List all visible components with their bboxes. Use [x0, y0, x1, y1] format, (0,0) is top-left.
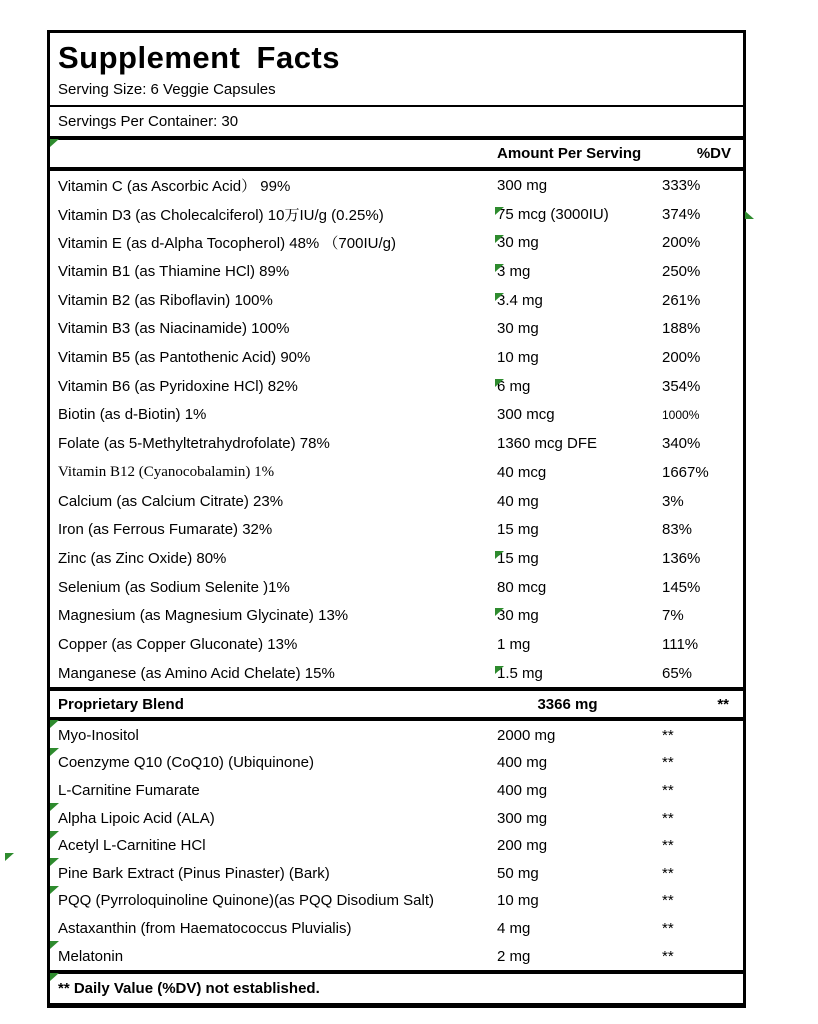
ingredient-amount: 50 mg	[497, 864, 539, 882]
ingredient-name: Vitamin B5 (as Pantothenic Acid) 90%	[58, 349, 311, 367]
nutrient-row	[50, 630, 743, 659]
ingredient-amount: 2 mg	[497, 947, 531, 965]
ingredient-name: Biotin (as d-Biotin) 1%	[58, 406, 207, 424]
ingredient-amount: 3.4 mg	[497, 291, 543, 309]
ingredient-name: Pine Bark Extract (Pinus Pinaster) (Bark)	[58, 864, 330, 882]
ingredient-dv: 3%	[662, 492, 684, 510]
corner-flag-icon	[495, 666, 504, 674]
ingredient-dv: **	[662, 919, 674, 937]
ingredient-dv: 340%	[662, 435, 701, 453]
supplement-facts-panel	[47, 30, 746, 1008]
ingredient-amount: 200 mg	[497, 837, 548, 855]
blend-ingredient-row	[50, 804, 743, 832]
corner-flag-icon	[50, 941, 59, 949]
ingredient-dv: **	[662, 864, 674, 882]
serving-size-text: Serving Size: 6 Veggie Capsules	[50, 79, 743, 107]
ingredient-name: Zinc (as Zinc Oxide) 80%	[58, 549, 227, 567]
ingredient-amount: 30 mg	[497, 234, 539, 252]
nutrient-row	[50, 515, 743, 544]
ingredient-dv: 83%	[662, 521, 693, 539]
ingredient-amount: 400 mg	[497, 781, 548, 799]
nutrient-rows-section	[50, 171, 743, 687]
servings-per-container-text: Servings Per Container: 30	[50, 107, 743, 140]
ingredient-dv: 1000%	[662, 407, 700, 422]
blend-dv: **	[717, 695, 729, 713]
blend-ingredient-row	[50, 887, 743, 915]
ingredient-amount: 6 mg	[497, 377, 531, 395]
ingredient-amount: 80 mcg	[497, 578, 547, 596]
ingredient-amount: 30 mg	[497, 320, 539, 338]
ingredient-amount: 1360 mcg DFE	[497, 435, 598, 453]
ingredient-amount: 300 mg	[497, 176, 548, 194]
ingredient-amount: 30 mg	[497, 607, 539, 625]
ingredient-dv: **	[662, 726, 674, 744]
corner-flag-icon	[495, 264, 504, 272]
ingredient-name: Magnesium (as Magnesium Glycinate) 13%	[58, 607, 349, 625]
blend-ingredient-row	[50, 915, 743, 943]
ingredient-name: Vitamin E (as d-Alpha Tocopherol) 48% （700IU/g)	[58, 235, 396, 253]
corner-flag-icon	[50, 831, 59, 839]
ingredient-dv: **	[662, 754, 674, 772]
ingredient-dv: 145%	[662, 578, 701, 596]
ingredient-dv: 136%	[662, 549, 701, 567]
ingredient-amount: 1 mg	[497, 635, 531, 653]
corner-flag-icon	[50, 973, 59, 981]
ingredient-amount: 10 mg	[497, 892, 539, 910]
corner-flag-icon	[50, 886, 59, 894]
footnote-row	[50, 970, 743, 1005]
ingredient-name: Myo-Inositol	[58, 726, 139, 744]
corner-flag-icon	[50, 858, 59, 866]
stray-corner-flag-icon	[5, 853, 14, 861]
ingredient-amount: 10 mg	[497, 349, 539, 367]
ingredient-dv: **	[662, 837, 674, 855]
ingredient-name: Vitamin B1 (as Thiamine HCl) 89%	[58, 263, 290, 280]
proprietary-blend-header-row	[50, 687, 743, 721]
amount-column-header: Amount Per Serving	[497, 145, 642, 163]
nutrient-row	[50, 429, 743, 458]
nutrient-row	[50, 573, 743, 602]
corner-flag-icon	[495, 608, 504, 616]
ingredient-dv: 65%	[662, 664, 693, 682]
ingredient-dv: 354%	[662, 377, 701, 395]
nutrient-row	[50, 171, 743, 200]
ingredient-amount: 3 mg	[497, 263, 531, 280]
blend-amount: 3366 mg	[537, 695, 598, 713]
nutrient-row	[50, 200, 743, 229]
ingredient-name: Vitamin B3 (as Niacinamide) 100%	[58, 320, 290, 338]
ingredient-name: Calcium (as Calcium Citrate) 23%	[58, 492, 284, 510]
ingredient-dv: **	[662, 892, 674, 910]
ingredient-amount: 4 mg	[497, 919, 531, 937]
ingredient-dv: **	[662, 947, 674, 965]
corner-flag-icon	[50, 720, 59, 728]
corner-flag-icon	[50, 139, 59, 147]
corner-flag-icon	[495, 379, 504, 387]
nutrient-row	[50, 458, 743, 487]
column-header-row	[50, 140, 743, 171]
ingredient-name: Vitamin B2 (as Riboflavin) 100%	[58, 291, 273, 309]
nutrient-row	[50, 544, 743, 573]
nutrient-row	[50, 343, 743, 372]
ingredient-name: Folate (as 5-Methyltetrahydrofolate) 78%	[58, 435, 330, 453]
ingredient-dv: 374%	[662, 205, 701, 223]
nutrient-row	[50, 286, 743, 315]
blend-name: Proprietary Blend	[58, 695, 184, 713]
blend-ingredient-row	[50, 859, 743, 887]
ingredient-amount: 15 mg	[497, 521, 539, 539]
ingredient-amount: 1.5 mg	[497, 664, 543, 682]
nutrient-row	[50, 659, 743, 688]
blend-rows-section	[50, 721, 743, 969]
ingredient-dv: 7%	[662, 607, 684, 625]
blend-ingredient-row	[50, 749, 743, 777]
corner-flag-icon	[495, 207, 504, 215]
ingredient-name: Alpha Lipoic Acid (ALA)	[58, 809, 215, 827]
ingredient-name: Vitamin B12 (Cyanocobalamin) 1%	[58, 463, 275, 480]
corner-flag-icon	[50, 803, 59, 811]
nutrient-row	[50, 487, 743, 516]
ingredient-name: Manganese (as Amino Acid Chelate) 15%	[58, 664, 335, 682]
ingredient-name: Acetyl L-Carnitine HCl	[58, 837, 206, 855]
nutrient-row	[50, 315, 743, 344]
blend-ingredient-row	[50, 832, 743, 860]
corner-flag-icon	[495, 293, 504, 301]
blend-ingredient-row	[50, 777, 743, 805]
corner-flag-icon	[50, 748, 59, 756]
nutrient-row	[50, 228, 743, 257]
ingredient-name: L-Carnitine Fumarate	[58, 781, 200, 799]
footnote-text: ** Daily Value (%DV) not established.	[58, 979, 320, 997]
ingredient-dv: 333%	[662, 176, 701, 194]
blend-ingredient-row	[50, 721, 743, 749]
ingredient-amount: 75 mcg (3000IU)	[497, 205, 609, 223]
ingredient-dv: 111%	[662, 635, 699, 653]
ingredient-name: Melatonin	[58, 947, 124, 965]
ingredient-amount: 40 mcg	[497, 463, 547, 481]
ingredient-dv: 1667%	[662, 463, 709, 481]
ingredient-amount: 40 mg	[497, 492, 539, 510]
nutrient-row	[50, 601, 743, 630]
dv-column-header: %DV	[696, 145, 731, 163]
ingredient-dv: 250%	[662, 263, 701, 280]
right-edge-flag-icon	[745, 211, 754, 219]
ingredient-amount: 400 mg	[497, 754, 548, 772]
ingredient-name: Astaxanthin (from Haematococcus Pluvialis)	[58, 919, 352, 937]
ingredient-dv: 188%	[662, 320, 701, 338]
corner-flag-icon	[495, 235, 504, 243]
ingredient-name: Vitamin B6 (as Pyridoxine HCl) 82%	[58, 377, 298, 395]
ingredient-dv: **	[662, 781, 674, 799]
ingredient-name: Vitamin C (as Ascorbic Acid） 99%	[58, 177, 291, 195]
ingredient-name: Copper (as Copper Gluconate) 13%	[58, 635, 298, 653]
ingredient-amount: 300 mg	[497, 809, 548, 827]
ingredient-dv: 200%	[662, 234, 701, 252]
nutrient-row	[50, 257, 743, 286]
ingredient-dv: **	[662, 809, 674, 827]
ingredient-name: Iron (as Ferrous Fumarate) 32%	[58, 521, 273, 539]
ingredient-dv: 261%	[662, 291, 701, 309]
ingredient-name: Selenium (as Sodium Selenite )1%	[58, 578, 290, 596]
ingredient-amount: 2000 mg	[497, 726, 556, 744]
ingredient-amount: 300 mcg	[497, 406, 555, 424]
panel-title: Supplement Facts	[58, 40, 340, 75]
ingredient-name: Vitamin D3 (as Cholecalciferol) 10万IU/g (0.25%)	[58, 206, 384, 224]
ingredient-name: PQQ (Pyrroloquinoline Quinone)(as PQQ Disodium Salt)	[58, 892, 434, 910]
ingredient-dv: 200%	[662, 349, 701, 367]
blend-ingredient-row	[50, 942, 743, 970]
corner-flag-icon	[495, 551, 504, 559]
nutrient-row	[50, 372, 743, 401]
ingredient-name: Coenzyme Q10 (CoQ10) (Ubiquinone)	[58, 754, 314, 772]
nutrient-row	[50, 401, 743, 430]
ingredient-amount: 15 mg	[497, 549, 539, 567]
